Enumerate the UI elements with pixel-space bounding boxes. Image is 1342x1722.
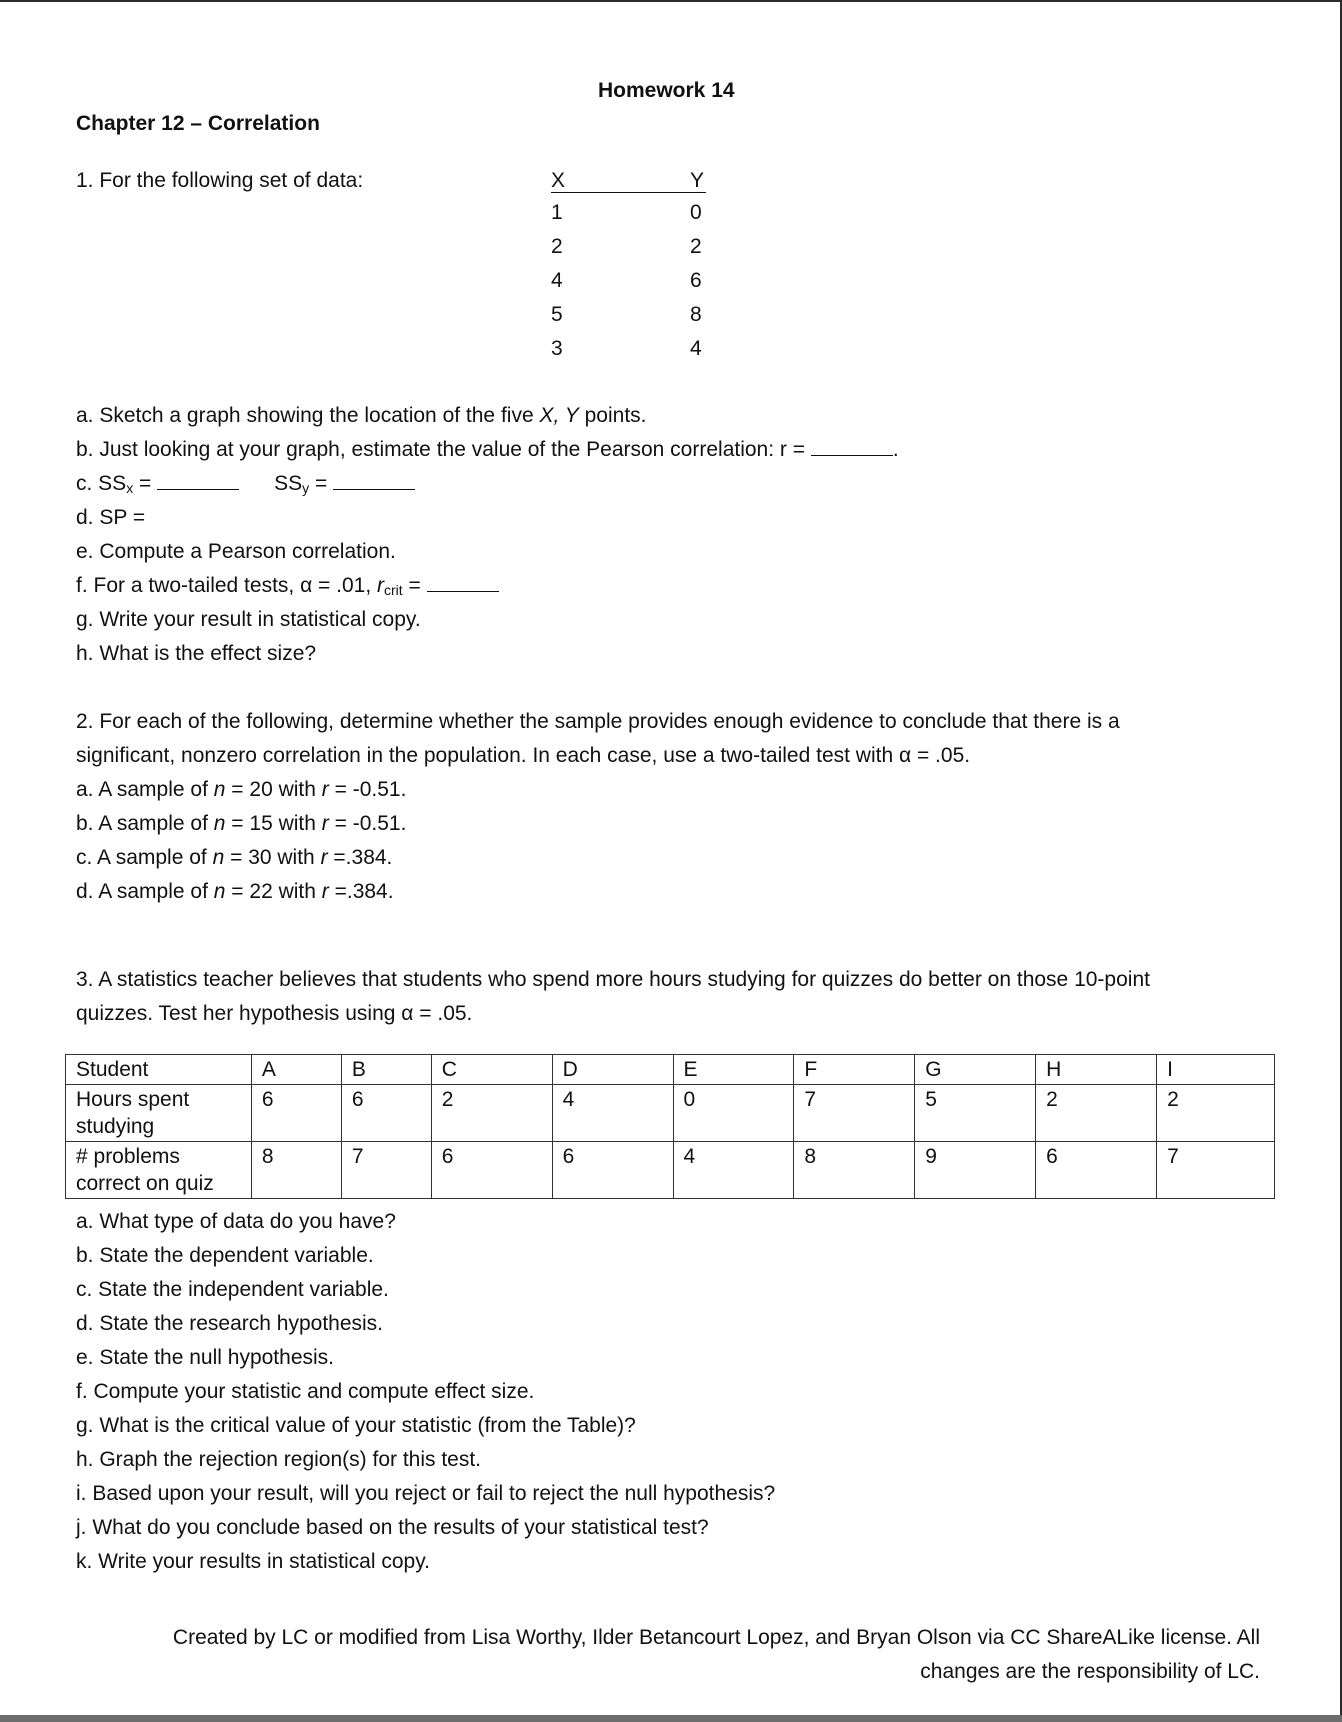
q3-item-j: j. What do you conclude based on the results of your statistical test?: [76, 1516, 709, 1539]
license-footer: [110, 1621, 1260, 1689]
footer-line: Created by LC or modified from Lisa Worthy, Ilder Betancourt Lopez, and Bryan Olson via CC ShareALike license. All: [172, 1626, 1260, 1649]
x-value: 5: [551, 303, 563, 326]
table-cell: 2: [431, 1085, 552, 1142]
table-cell: I: [1157, 1055, 1275, 1085]
xy-table-header-rule: [551, 168, 706, 193]
row-label: Hours spent studying: [66, 1085, 252, 1142]
table-cell: 6: [431, 1142, 552, 1199]
q3-item-k: k. Write your results in statistical copy.: [76, 1550, 430, 1573]
q3-item-d: d. State the research hypothesis.: [76, 1312, 384, 1335]
q3-item-b: b. State the dependent variable.: [76, 1244, 374, 1267]
table-cell: 7: [1157, 1142, 1275, 1199]
q1-item-a: a. Sketch a graph showing the location of the five X, Y points.: [76, 404, 647, 427]
q1-item-h: h. What is the effect size?: [76, 642, 317, 665]
x-value: 1: [551, 201, 563, 224]
q1-prompt: 1. For the following set of data:: [76, 169, 364, 192]
q2-line1: 2. For each of the following, determine whether the sample provides enough evidence to conclude that there is a: [76, 710, 1120, 733]
q2-line2: significant, nonzero correlation in the population. In each case, use a two-tailed test with α = .05.: [76, 744, 971, 767]
table-row: [66, 1055, 1275, 1085]
q1-item-f: f. For a two-tailed tests, α = .01, $r_{crit}$ =: [76, 573, 499, 603]
q1-item-d: d. SP =: [76, 506, 146, 529]
table-cell: 6: [341, 1085, 431, 1142]
q3-item-c: c. State the independent variable.: [76, 1278, 389, 1301]
q3-item-e: e. State the null hypothesis.: [76, 1346, 334, 1369]
xy-col-y-values: [690, 196, 702, 366]
x-value: 4: [551, 269, 563, 292]
q3-item-h: h. Graph the rejection region(s) for this test.: [76, 1448, 482, 1471]
page-border-top: [0, 0, 1342, 2]
q3-item-f: f. Compute your statistic and compute effect size.: [76, 1380, 535, 1403]
table-cell: 9: [915, 1142, 1036, 1199]
q3-item-g: g. What is the critical value of your statistic (from the Table)?: [76, 1414, 636, 1437]
xy-col-x-header: X: [551, 169, 566, 192]
table-cell: 4: [673, 1142, 794, 1199]
q1-item-e: e. Compute a Pearson correlation.: [76, 540, 396, 563]
y-value: 2: [690, 235, 702, 258]
table-cell: 6: [251, 1085, 341, 1142]
page-title: Homework 14: [598, 79, 735, 102]
table-cell: 7: [794, 1085, 915, 1142]
table-cell: 2: [1036, 1085, 1157, 1142]
q3-line2: quizzes. Test her hypothesis using α = .05.: [76, 1002, 473, 1025]
q2-item-c: c. A sample of n = 30 with r =.384.: [76, 846, 393, 869]
table-cell: B: [341, 1055, 431, 1085]
x-value: 2: [551, 235, 563, 258]
y-value: 6: [690, 269, 702, 292]
answer-blank: [427, 573, 499, 592]
study-data-table: [65, 1054, 1275, 1199]
q2-item-b: b. A sample of n = 15 with r = -0.51.: [76, 812, 407, 835]
table-cell: D: [552, 1055, 673, 1085]
xy-col-x-values: [551, 196, 563, 366]
chapter-heading: Chapter 12 – Correlation: [76, 112, 320, 135]
xy-col-y-header: Y: [690, 169, 705, 192]
answer-blank: [157, 471, 239, 490]
table-cell: 7: [341, 1142, 431, 1199]
row-label: Student: [66, 1055, 252, 1085]
table-cell: 2: [1157, 1085, 1275, 1142]
table-cell: H: [1036, 1055, 1157, 1085]
table-cell: 8: [251, 1142, 341, 1199]
table-cell: 5: [915, 1085, 1036, 1142]
table-cell: C: [431, 1055, 552, 1085]
table-row: [66, 1142, 1275, 1199]
table-cell: E: [673, 1055, 794, 1085]
y-value: 8: [690, 303, 702, 326]
footer-line: changes are the responsibility of LC.: [920, 1660, 1260, 1683]
q1-item-b: b. Just looking at your graph, estimate the value of the Pearson correlation: r = .: [76, 438, 899, 461]
q1-item-g: g. Write your result in statistical copy.: [76, 608, 421, 631]
q2-item-d: d. A sample of n = 22 with r =.384.: [76, 880, 394, 903]
answer-blank: [333, 471, 415, 490]
table-cell: 6: [552, 1142, 673, 1199]
table-cell: 4: [552, 1085, 673, 1142]
page-border-bottom: [0, 1715, 1342, 1722]
x-value: 3: [551, 337, 563, 360]
table-cell: G: [915, 1055, 1036, 1085]
q2-item-a: a. A sample of n = 20 with r = -0.51.: [76, 778, 407, 801]
table-cell: 6: [1036, 1142, 1157, 1199]
table-cell: F: [794, 1055, 915, 1085]
q3-item-i: i. Based upon your result, will you reject or fail to reject the null hypothesis?: [76, 1482, 776, 1505]
table-cell: 8: [794, 1142, 915, 1199]
answer-blank: [811, 437, 893, 456]
y-value: 0: [690, 201, 702, 224]
row-label: # problems correct on quiz: [66, 1142, 252, 1199]
table-cell: 0: [673, 1085, 794, 1142]
table-cell: A: [251, 1055, 341, 1085]
q1-item-c: c. $SS_x$ = $SS_y$ =: [76, 471, 415, 501]
q3-item-a: a. What type of data do you have?: [76, 1210, 396, 1233]
q3-line1: 3. A statistics teacher believes that students who spend more hours studying for quizzes do better on those 10-point: [76, 968, 1150, 991]
table-row: [66, 1085, 1275, 1142]
y-value: 4: [690, 337, 702, 360]
